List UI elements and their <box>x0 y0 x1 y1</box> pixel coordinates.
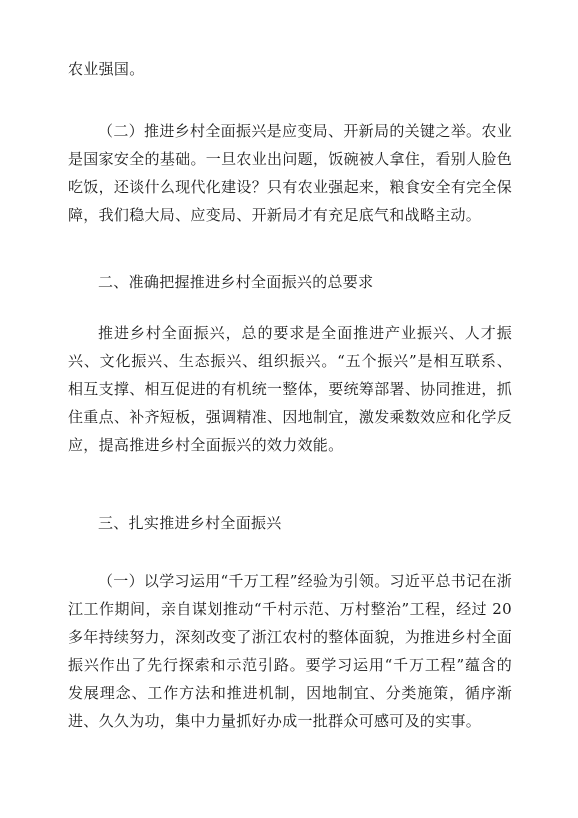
section-heading-2: 二、准确把握推进乡村全面振兴的总要求 <box>98 273 374 291</box>
section-heading-3: 三、扎实推进乡村全面振兴 <box>98 514 282 532</box>
paragraph-qianwan-project: （一）以学习运用“千万工程”经验为引领。习近平总书记在浙江工作期间，亲自谋划推动“千村示范、万村整治”工程，经过 20 多年持续努力，深刻改变了浙江农村的整体面貌，为推进乡村全面振兴作出了先行探索和示范引路。要学习运用“千万工程”蕴含的发展理念、工作方法和推进机制，因地制宜、分类施策，循序渐进、久久为功，集中力量抓好办成一批群众可感可及的实事。 <box>68 572 512 730</box>
paragraph-general-requirements: 推进乡村全面振兴，总的要求是全面推进产业振兴、人才振兴、文化振兴、生态振兴、组织振兴。“五个振兴”是相互联系、相互支撑、相互促进的有机统一整体，要统筹部署、协同推进，抓住重点、补齐短板，强调精准、因地制宜，激发乘数效应和化学反应，提高推进乡村全面振兴的效力效能。 <box>68 324 512 454</box>
paragraph-key-measure: （二）推进乡村全面振兴是应变局、开新局的关键之举。农业是国家安全的基础。一旦农业出问题，饭碗被人拿住，看别人脸色吃饭，还谈什么现代化建设？只有农业强起来，粮食安全有完全保障，我们稳大局、应变局、开新局才有充足底气和战略主动。 <box>68 122 512 224</box>
paragraph-continuation: 农业强国。 <box>68 60 145 78</box>
